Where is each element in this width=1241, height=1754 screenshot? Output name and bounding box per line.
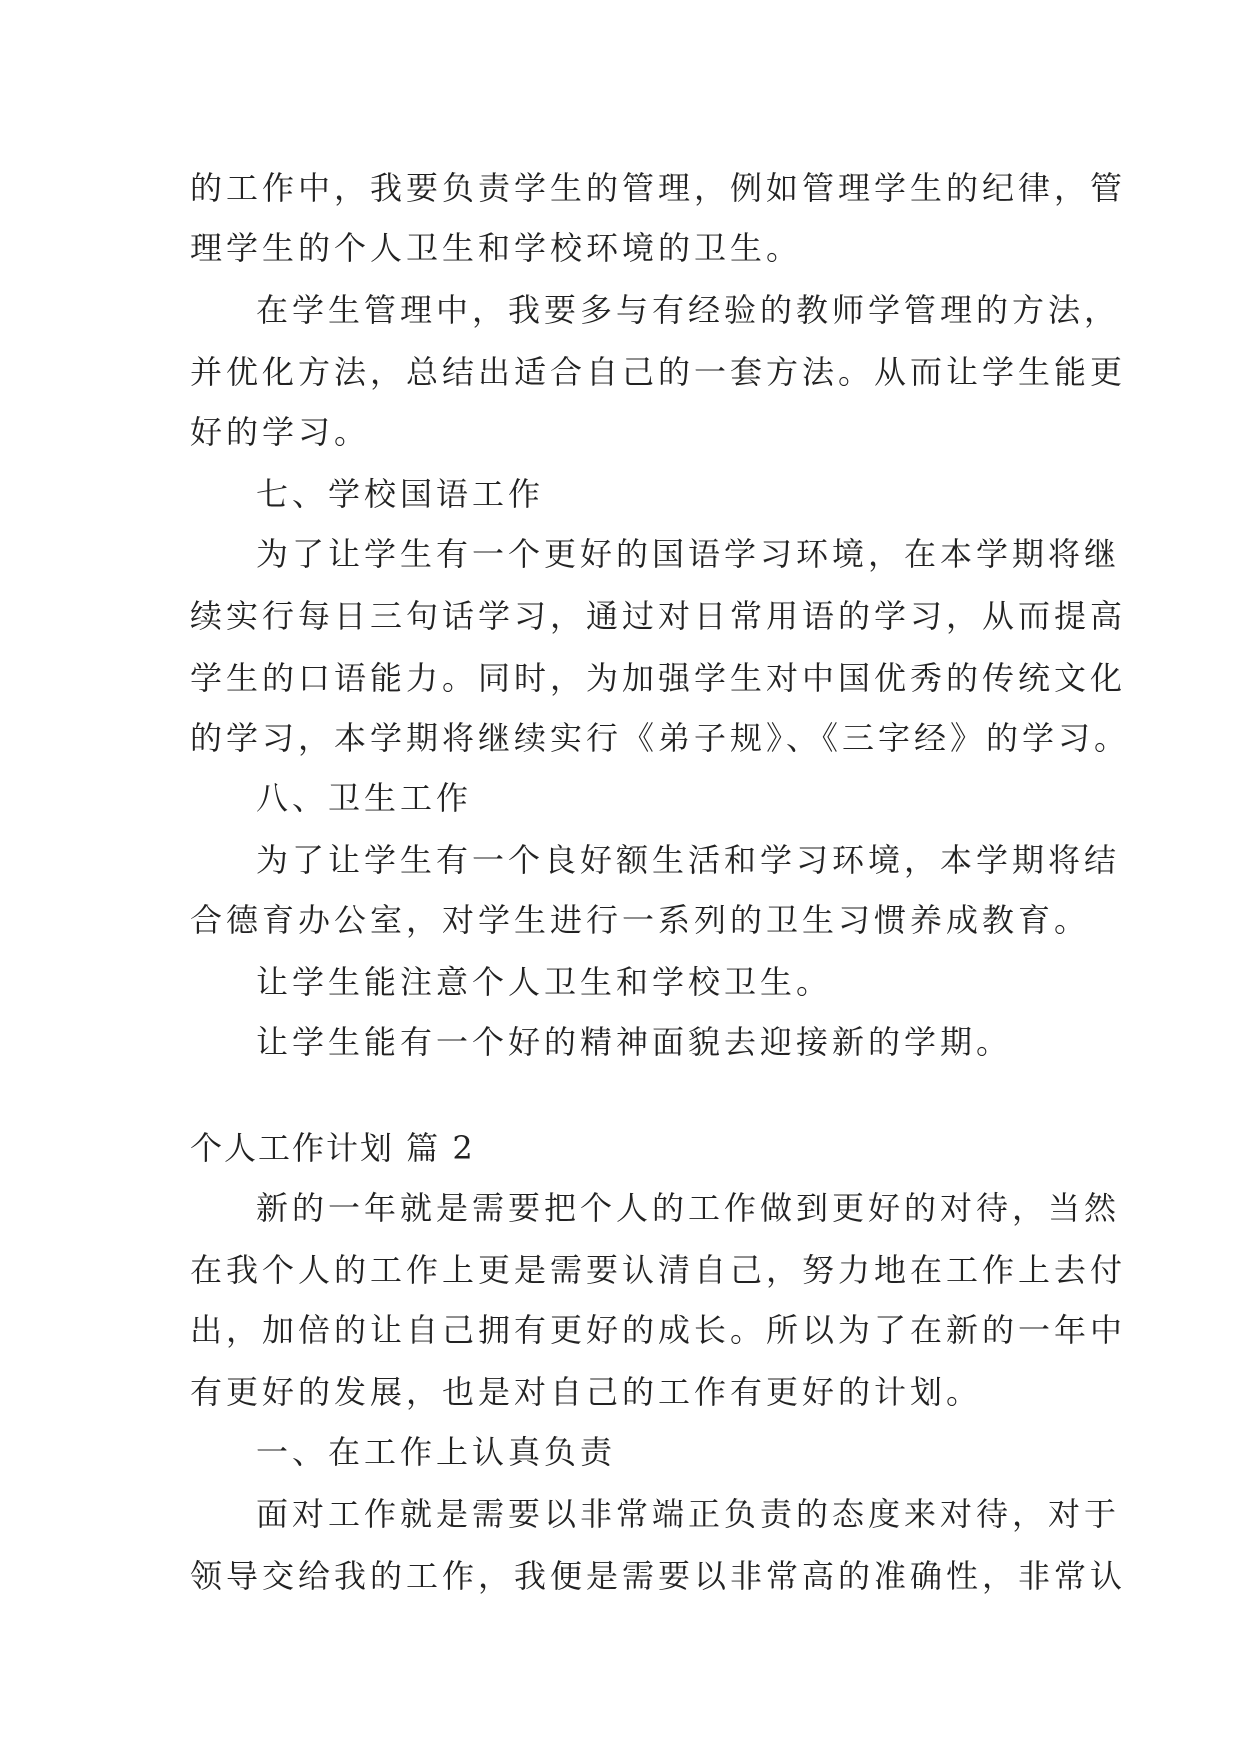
paragraph-line: 续实行每日三句话学习，通过对日常用语的学习，从而提高	[190, 597, 1127, 635]
paragraph-line: 面对工作就是需要以非常端正负责的态度来对待，对于	[256, 1495, 1121, 1533]
paragraph-line: 在我个人的工作上更是需要认清自己，努力地在工作上去付	[190, 1251, 1127, 1289]
article-title: 个人工作计划 篇 2	[190, 1129, 475, 1167]
section-heading: 七、学校国语工作	[256, 475, 545, 513]
section-heading: 八、卫生工作	[256, 779, 473, 817]
paragraph-line: 好的学习。	[190, 413, 371, 451]
paragraph-line: 的工作中，我要负责学生的管理，例如管理学生的纪律，管	[190, 169, 1127, 207]
paragraph-line: 并优化方法，总结出适合自己的一套方法。从而让学生能更	[190, 353, 1127, 391]
paragraph-line: 出，加倍的让自己拥有更好的成长。所以为了在新的一年中	[190, 1311, 1127, 1349]
paragraph-line: 为了让学生有一个更好的国语学习环境，在本学期将继	[256, 535, 1121, 573]
paragraph-line: 的学习，本学期将继续实行《弟子规》、《三字经》的学习。	[190, 719, 1131, 757]
paragraph-line: 在学生管理中，我要多与有经验的教师学管理的方法，	[256, 291, 1121, 329]
paragraph-line: 合德育办公室，对学生进行一系列的卫生习惯养成教育。	[190, 901, 1091, 939]
paragraph-line: 有更好的发展，也是对自己的工作有更好的计划。	[190, 1373, 983, 1411]
paragraph-line: 让学生能有一个好的精神面貌去迎接新的学期。	[256, 1023, 1013, 1061]
paragraph-line: 领导交给我的工作，我便是需要以非常高的准确性，非常认	[190, 1557, 1127, 1595]
paragraph-line: 让学生能注意个人卫生和学校卫生。	[256, 963, 833, 1001]
paragraph-line: 学生的口语能力。同时，为加强学生对中国优秀的传统文化	[190, 659, 1127, 697]
paragraph-line: 为了让学生有一个良好额生活和学习环境，本学期将结	[256, 841, 1121, 879]
section-heading: 一、在工作上认真负责	[256, 1433, 617, 1471]
paragraph-line: 新的一年就是需要把个人的工作做到更好的对待，当然	[256, 1189, 1121, 1227]
paragraph-line: 理学生的个人卫生和学校环境的卫生。	[190, 229, 803, 267]
